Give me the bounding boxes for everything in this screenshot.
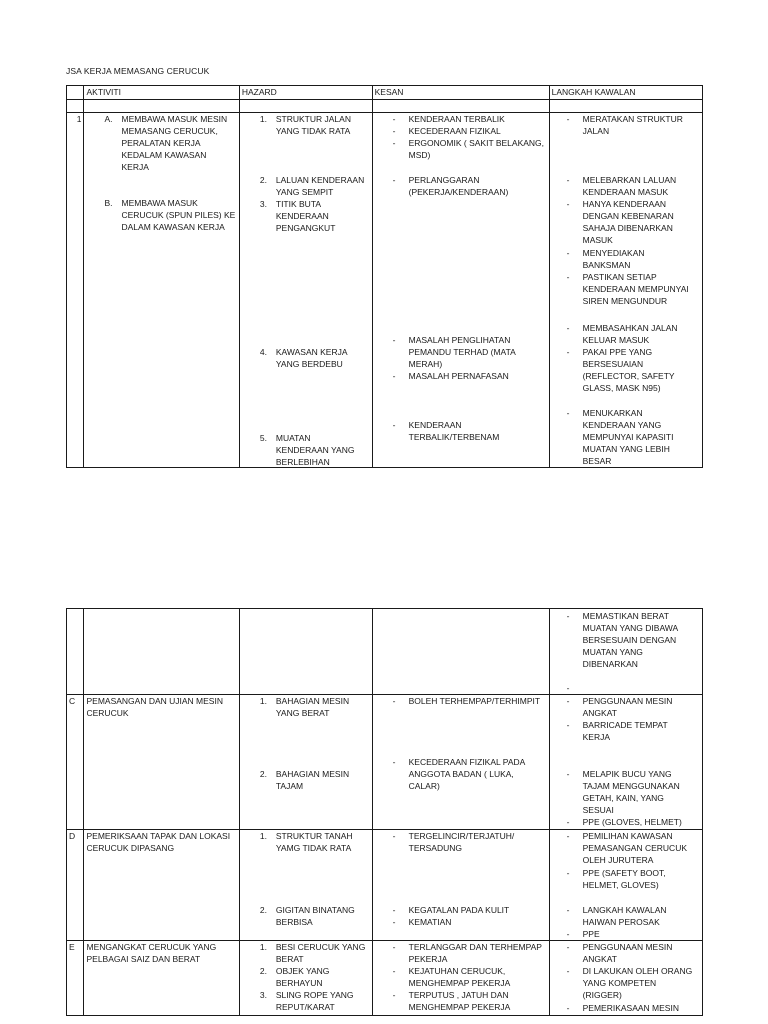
table-row — [67, 695, 703, 830]
list-item: - DI LAKUKAN OLEH ORANG YANG KOMPETEN (RIGGER) — [566, 966, 693, 1000]
table-row — [67, 830, 703, 941]
list-item: - MENUKARKAN KENDERAAN YANG MEMPUNYAI KAPASITI MUATAN YANG LEBIH BESAR — [566, 408, 674, 466]
list-item: - MASALAH PERNAFASAN — [392, 371, 509, 381]
list-item: 2. GIGITAN BINATANG BERBISA — [259, 905, 355, 927]
langkah-kawalan-cell — [549, 695, 702, 830]
list-item: 1. BAHAGIAN MESIN YANG BERAT — [259, 696, 350, 718]
header-aktiviti: AKTIVITI — [84, 86, 239, 100]
table-row — [67, 609, 703, 695]
table-row — [67, 113, 703, 468]
aktiviti-cell: PEMERIKSAAN TAPAK DAN LOKASI CERUCUK DIPASANG — [84, 830, 239, 941]
list-item: - MEMBASAHKAN JALAN KELUAR MASUK — [566, 323, 678, 345]
list-item: - MELAPIK BUCU YANG TAJAM MENGGUNAKAN GETAH, KAIN, YANG SESUAI — [566, 769, 680, 815]
list-item: - MELEBARKAN LALUAN KENDERAAN MASUK — [566, 175, 677, 197]
list-item: 5. MUATAN KENDERAAN YANG BERLEBIHAN — [259, 433, 355, 467]
header-no — [67, 86, 84, 100]
list-item: - KECEDERAAN FIZIKAL PADA ANGGOTA BADAN ( LUKA, CALAR) — [392, 757, 526, 791]
hazard-cell — [239, 941, 372, 1016]
list-item: - KEGATALAN PADA KULIT — [392, 905, 510, 915]
list-item: - BARRICADE TEMPAT KERJA — [566, 720, 668, 742]
kesan-cell — [372, 830, 549, 941]
table-row — [67, 941, 703, 1016]
list-item: 1. BESI CERUCUK YANG BERAT — [259, 942, 366, 964]
langkah-kawalan-cell: - MEMASTIKAN BERAT MUATAN YANG DIBAWA BERSESUAIN DENGAN MUATAN YANG DIBENARKAN - — [549, 609, 702, 695]
list-item: - MENYEDIAKAN BANKSMAN — [566, 248, 645, 270]
list-item: - KENDERAAN TERBALIK — [392, 114, 505, 124]
aktiviti-cell — [84, 113, 239, 468]
list-item: - LANGKAH KAWALAN HAIWAN PEROSAK — [566, 905, 667, 927]
list-item: - KEMATIAN — [392, 917, 452, 927]
list-item: 1. STRUKTUR JALAN YANG TIDAK RATA — [259, 114, 351, 136]
jsa-table-page-1 — [66, 85, 703, 468]
list-item: - BOLEH TERHEMPAP/TERHIMPIT — [392, 696, 541, 706]
list-item: - KECEDERAAN FIZIKAL — [392, 126, 501, 136]
list-item: 3. SLING ROPE YANG REPUT/KARAT — [259, 990, 354, 1012]
list-item: - PEMILIHAN KAWASAN PEMASANGAN CERUCUK OLEH JURUTERA — [566, 831, 688, 865]
list-item: - KEJATUHAN CERUCUK, MENGHEMPAP PEKERJA — [392, 966, 511, 988]
kesan-cell — [372, 941, 549, 1016]
row-number: 1 — [67, 113, 84, 468]
list-item: - PPE — [566, 929, 600, 939]
list-item: - ERGONOMIK ( SAKIT BELAKANG, MSD) — [392, 138, 545, 160]
list-item: 4. KAWASAN KERJA YANG BERDEBU — [259, 347, 348, 369]
list-item: - PEMERIKASAAN MESIN — [566, 1003, 679, 1013]
list-item: - MEMASTIKAN BERAT MUATAN YANG DIBAWA BERSESUAIN DENGAN MUATAN YANG DIBENARKAN — [566, 611, 679, 669]
list-item: 2. OBJEK YANG BERHAYUN — [259, 966, 330, 988]
list-item: 2. BAHAGIAN MESIN TAJAM — [259, 769, 350, 791]
list-item: - HANYA KENDERAAN DENGAN KEBENARAN SAHAJA DIBENARKAN MASUK — [566, 199, 674, 245]
list-item: - PERLANGGARAN (PEKERJA/KENDERAAN) — [392, 175, 509, 197]
list-item: - PPE (GLOVES, HELMET) — [566, 817, 682, 827]
langkah-kawalan-cell — [549, 113, 702, 468]
list-item: 2. LALUAN KENDERAAN YANG SEMPIT — [259, 175, 365, 197]
hazard-cell — [239, 113, 372, 468]
row-number: C — [67, 695, 84, 830]
jsa-table-page-2 — [66, 608, 703, 1016]
list-item: - MASALAH PENGLIHATAN PEMANDU TERHAD (MATA MERAH) — [392, 335, 516, 369]
list-item: B. MEMBAWA MASUK CERUCUK (SPUN PILES) KE DALAM KAWASAN KERJA — [104, 198, 236, 232]
list-item: - MERATAKAN STRUKTUR JALAN — [566, 114, 683, 136]
row-number: E — [67, 941, 84, 1016]
list-item: - TERPUTUS , JATUH DAN MENGHEMPAP PEKERJA — [392, 990, 511, 1012]
table-spacer-row — [67, 100, 703, 113]
header-hazard: HAZARD — [239, 86, 372, 100]
list-item: - PPE (SAFETY BOOT, HELMET, GLOVES) — [566, 868, 666, 890]
list-item: - PENGGUNAAN MESIN ANGKAT — [566, 942, 673, 964]
list-item: - KENDERAAN TERBALIK/TERBENAM — [392, 420, 500, 442]
aktiviti-cell: MENGANGKAT CERUCUK YANG PELBAGAI SAIZ DAN BERAT — [84, 941, 239, 1016]
document-title: JSA KERJA MEMASANG CERUCUK — [66, 66, 210, 76]
header-kesan: KESAN — [372, 86, 549, 100]
hazard-cell — [239, 830, 372, 941]
list-item: 1. STRUKTUR TANAH YAMG TIDAK RATA — [259, 831, 353, 853]
list-item: 3. TITIK BUTA KENDERAAN PENGANGKUT — [259, 199, 336, 233]
hazard-cell — [239, 695, 372, 830]
header-langkah-kawalan: LANGKAH KAWALAN — [549, 86, 702, 100]
list-item: - PENGGUNAAN MESIN ANGKAT — [566, 696, 673, 718]
langkah-kawalan-cell — [549, 830, 702, 941]
langkah-kawalan-cell — [549, 941, 702, 1016]
kesan-cell — [372, 695, 549, 830]
list-item: - PAKAI PPE YANG BERSESUAIAN (REFLECTOR, SAFETY GLASS, MASK N95) — [566, 347, 675, 393]
list-item: - PASTIKAN SETIAP KENDERAAN MEMPUNYAI SIREN MENGUNDUR — [566, 272, 689, 306]
row-number: D — [67, 830, 84, 941]
kesan-cell — [372, 113, 549, 468]
table-header-row — [67, 86, 703, 100]
aktiviti-cell: PEMASANGAN DAN UJIAN MESIN CERUCUK — [84, 695, 239, 830]
list-item: - TERLANGGAR DAN TERHEMPAP PEKERJA — [392, 942, 542, 964]
list-item: - TERGELINCIR/TERJATUH/ TERSADUNG — [392, 831, 515, 853]
list-item: A. MEMBAWA MASUK MESIN MEMASANG CERUCUK, PERALATAN KERJA KEDALAM KAWASAN KERJA — [104, 114, 228, 172]
